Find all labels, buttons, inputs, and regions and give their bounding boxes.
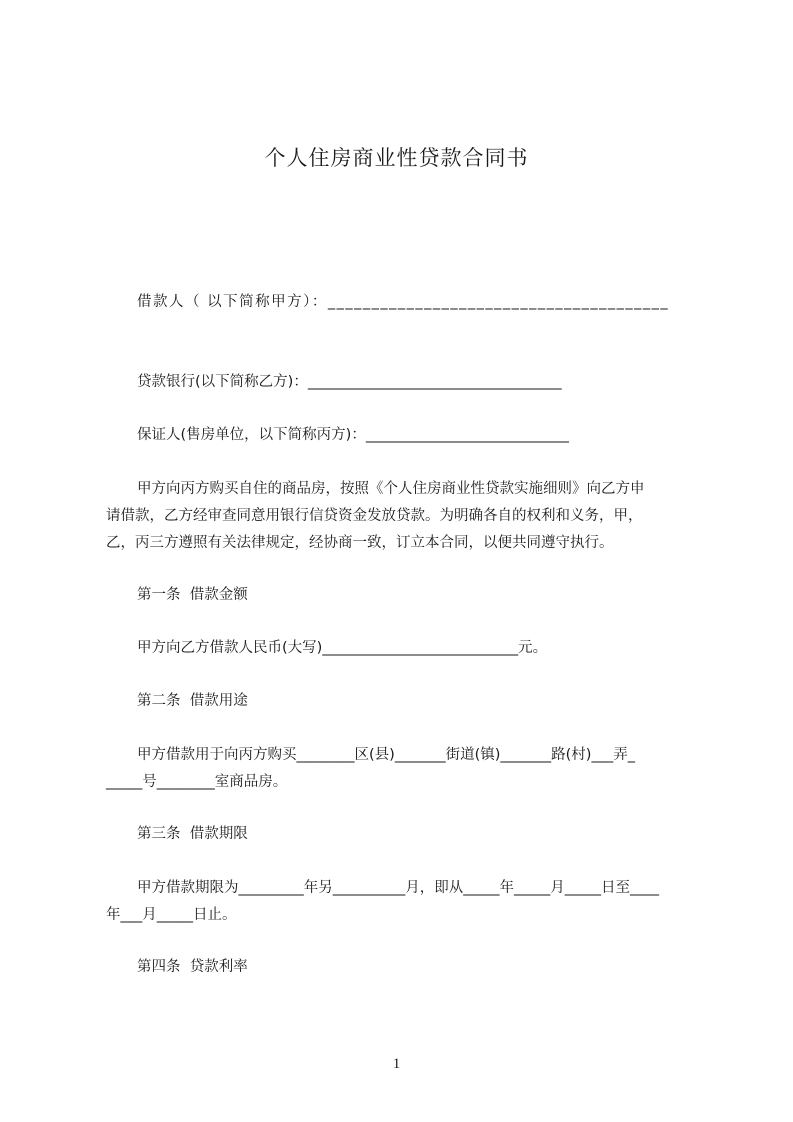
article-2-heading: 第二条 借款用途 [137, 693, 248, 709]
article-2-body-line-2: _____号________室商品房。 [106, 774, 288, 790]
article-1-heading: 第一条 借款金额 [137, 587, 248, 603]
guarantor-line: 保证人(售房单位，以下简称丙方)：____________________________ [137, 427, 569, 443]
document-title: 个人住房商业性贷款合同书 [264, 146, 529, 170]
page-number: 1 [392, 1056, 401, 1072]
lender-line: 贷款银行(以下简称乙方)：___________________________________ [137, 374, 562, 390]
preamble-line-1: 甲方向丙方购买自住的商品房，按照《个人住房商业性贷款实施细则》向乙方申 [137, 481, 645, 497]
preamble-line-3: 乙，丙三方遵照有关法律规定，经协商一致，订立本合同，以便共同遵守执行。 [106, 535, 614, 551]
article-1-body: 甲方向乙方借款人民币(大写)___________________________元。 [137, 640, 548, 656]
article-2-body-line-1: 甲方借款用于向丙方购买________区(县)_______街道(镇)_______路(村)___弄_ [137, 747, 635, 763]
article-3-body-line-2: 年___月_____日止。 [106, 907, 237, 923]
preamble-line-2: 请借款，乙方经审查同意用银行信贷资金发放贷款。为明确各自的权利和义务，甲， [106, 508, 643, 524]
article-3-body-line-1: 甲方借款期限为_________年另__________月，即从_____年_____月_____日至____ [137, 880, 659, 896]
article-3-heading: 第三条 借款期限 [137, 826, 248, 842]
borrower-line: 借款人（ 以下简称甲方）：_______________________________________ [137, 294, 670, 310]
article-4-heading: 第四条 贷款利率 [137, 959, 248, 975]
